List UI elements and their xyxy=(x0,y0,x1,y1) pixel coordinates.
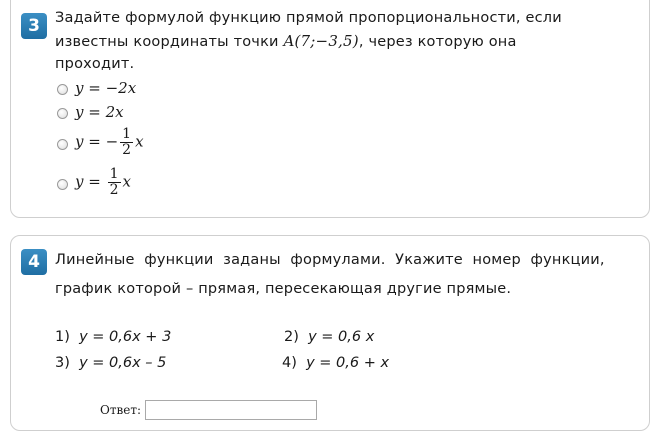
function-2-formula: y = 0,6 x xyxy=(308,329,375,345)
option-3-denominator: 2 xyxy=(122,142,132,158)
question-4-number-badge: 4 xyxy=(21,249,47,275)
answer-input[interactable] xyxy=(145,400,317,420)
function-2 xyxy=(284,329,374,345)
question-3-number-badge: 3 xyxy=(21,13,47,39)
question-4-text xyxy=(55,246,645,304)
option-2-radio[interactable] xyxy=(57,108,68,119)
option-4-lhs: y = xyxy=(75,172,106,191)
function-4-formula: y = 0,6 + x xyxy=(306,355,390,371)
question-4-line-2: график которой – прямая, пересекающая другие прямые. xyxy=(55,281,512,297)
option-3-numerator: 1 xyxy=(122,126,132,142)
answer-label: Ответ: xyxy=(100,403,142,417)
option-4-numerator: 1 xyxy=(109,166,119,182)
option-3-variable: x xyxy=(135,132,144,151)
function-3 xyxy=(55,355,166,371)
option-4-variable: x xyxy=(122,172,131,191)
question-3-line-1: Задайте формулой функцию прямой пропорциональности, если xyxy=(55,10,562,26)
question-3-text xyxy=(55,7,645,76)
option-1-label: y = −2x xyxy=(75,79,137,97)
option-3-radio[interactable] xyxy=(57,139,68,150)
function-3-label: 3) xyxy=(55,355,70,371)
option-4-denominator: 2 xyxy=(109,182,119,198)
option-4-radio[interactable] xyxy=(57,179,68,190)
function-1-label: 1) xyxy=(55,329,70,345)
question-3-line-2 xyxy=(55,30,645,54)
function-3-formula: y = 0,6x – 5 xyxy=(79,355,167,371)
option-4-label xyxy=(75,167,131,198)
option-3-label xyxy=(75,127,144,158)
function-4-label: 4) xyxy=(282,355,297,371)
function-4 xyxy=(282,355,389,371)
question-3-line-2-pre: известны координаты точки xyxy=(55,33,279,50)
function-2-label: 2) xyxy=(284,329,299,345)
option-1-radio[interactable] xyxy=(57,84,68,95)
function-1-formula: y = 0,6x + 3 xyxy=(79,329,172,345)
question-3-line-2-post: , через которую она xyxy=(358,33,517,50)
function-1 xyxy=(55,329,171,345)
option-4-fraction xyxy=(108,167,121,198)
option-3-fraction xyxy=(120,127,133,158)
question-4-line-1: Линейные функции заданы формулами. Укажите номер функции, xyxy=(55,252,605,268)
option-2-label: y = 2x xyxy=(75,103,124,121)
option-3-lhs: y = − xyxy=(75,132,119,151)
point-coordinates: A(7;−3,5) xyxy=(283,31,359,50)
question-3-line-3: проходит. xyxy=(55,56,135,72)
